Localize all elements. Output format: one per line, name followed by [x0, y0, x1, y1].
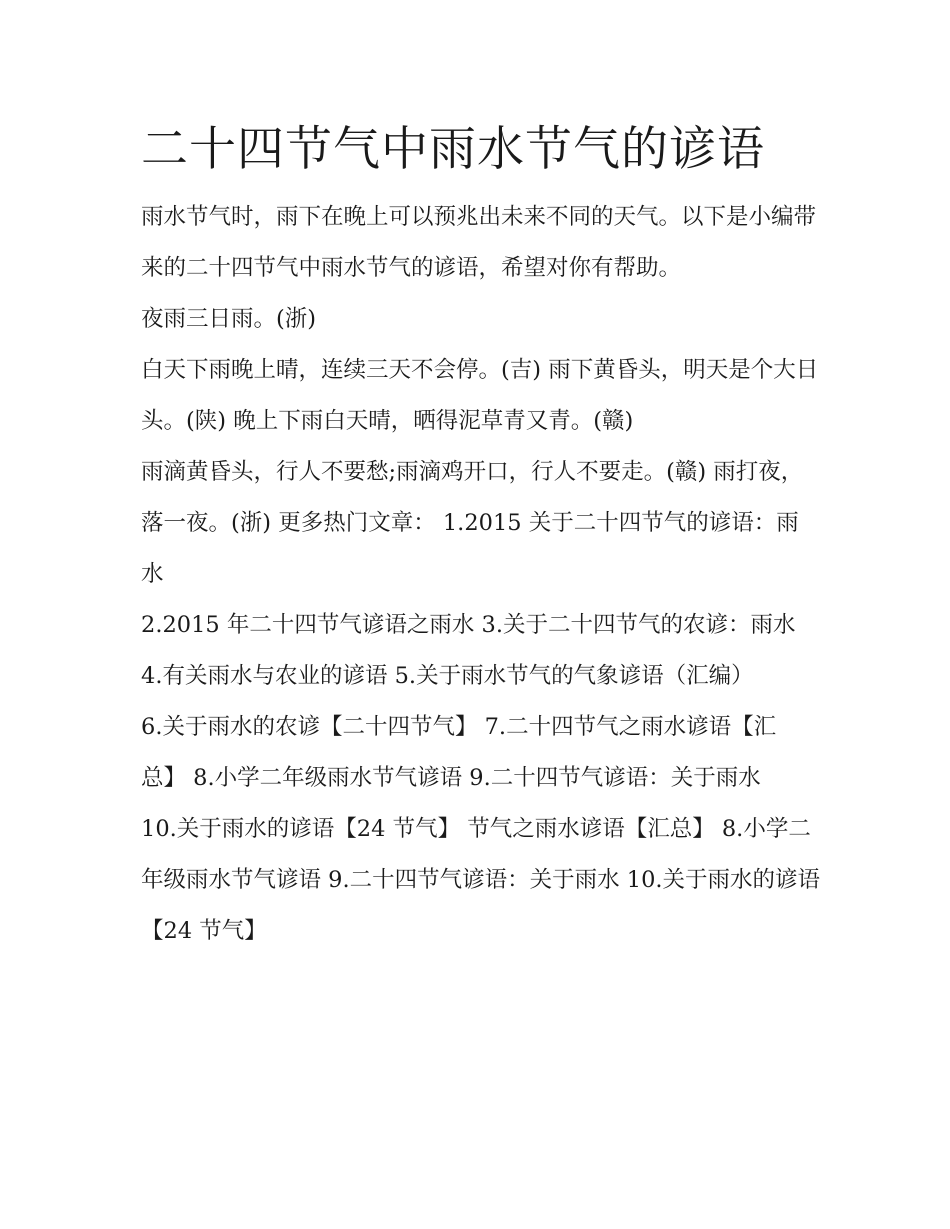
paragraph-proverb-3: 雨滴黄昏头，行人不要愁;雨滴鸡开口，行人不要走。(赣) 雨打夜，落一夜。(浙) 更多热门文章： 1.2015 关于二十四节气的谚语：雨水 — [141, 459, 804, 587]
paragraph-links-1: 2.2015 年二十四节气谚语之雨水 3.关于二十四节气的农谚：雨水 4.有关雨水与农业的谚语 5.关于雨水节气的气象谚语（汇编） — [141, 612, 796, 689]
paragraph-proverb-2: 白天下雨晚上晴，连续三天不会停。(吉) 雨下黄昏头，明天是个大日头。(陕) 晚上下雨白天晴，晒得泥草青又青。(赣) — [141, 357, 819, 434]
paragraph-links-3: 10.关于雨水的谚语【24 节气】 节气之雨水谚语【汇总】 8.小学二年级雨水节气谚语 9.二十四节气谚语：关于雨水 10.关于雨水的谚语【24 节气】 — [141, 816, 821, 944]
paragraph-intro: 雨水节气时，雨下在晚上可以预兆出未来不同的天气。以下是小编带来的二十四节气中雨水节气的谚语，希望对你有帮助。 — [141, 204, 817, 281]
paragraph-links-2: 6.关于雨水的农谚【二十四节气】 7.二十四节气之雨水谚语【汇总】 8.小学二年级雨水节气谚语 9.二十四节气谚语：关于雨水 — [141, 714, 777, 791]
paragraph-proverb-1: 夜雨三日雨。(浙) — [141, 306, 317, 332]
document-page — [141, 120, 821, 957]
document-title: 二十四节气中雨水节气的谚语 — [141, 122, 765, 177]
